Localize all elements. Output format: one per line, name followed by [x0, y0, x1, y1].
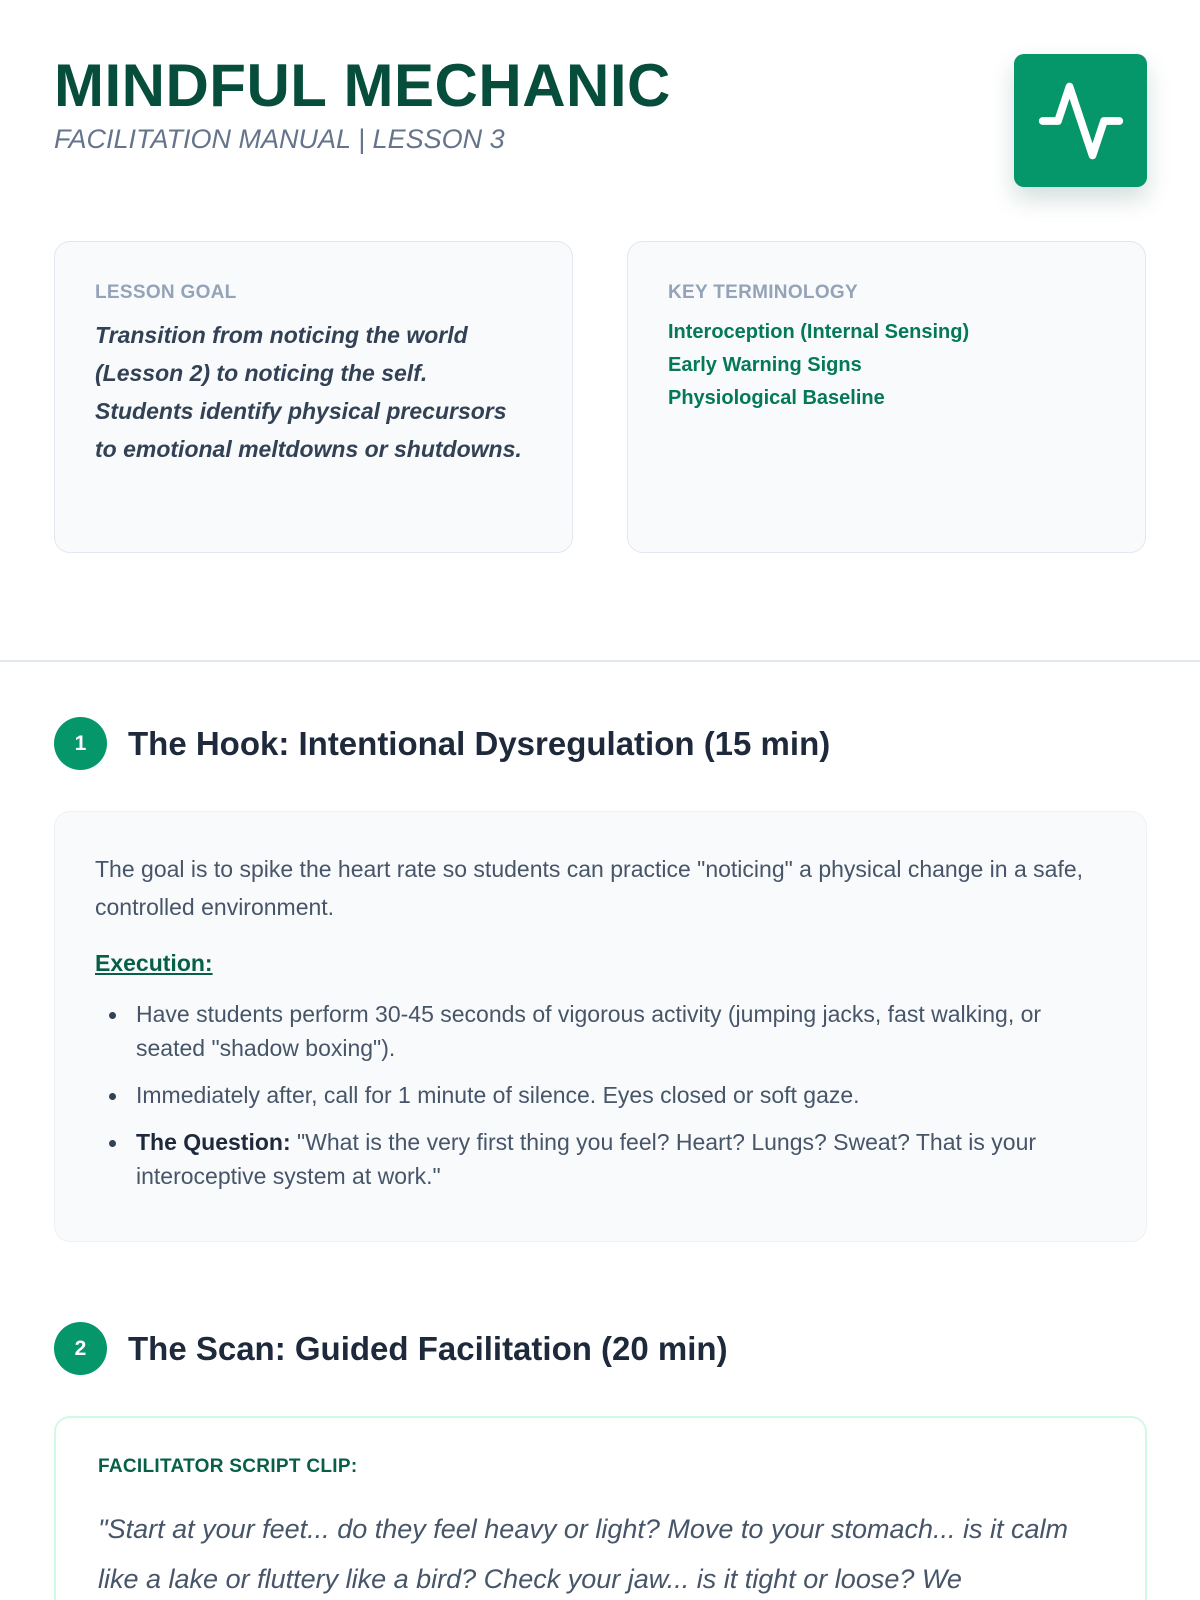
- section-2-title: The Scan: Guided Facilitation (20 min): [128, 1329, 728, 1367]
- section-1-panel: [54, 811, 1147, 1242]
- lesson-goal-card: [54, 241, 573, 553]
- section-1-title: The Hook: Intentional Dysregulation (15 min): [128, 724, 831, 762]
- page-subtitle: FACILITATION MANUAL | LESSON 3: [54, 124, 505, 154]
- question-label: The Question:: [136, 1129, 291, 1155]
- section-2-header: [54, 1322, 728, 1375]
- section-number-badge: 1: [54, 717, 107, 770]
- section-number-badge: 2: [54, 1322, 107, 1375]
- key-terminology-card: [627, 241, 1146, 553]
- script-text: "Start at your feet... do they feel heavy or light? Move to your stomach... is it calm like a lake or fluttery like a bird? Check your jaw... is it tight or loose? We: [98, 1514, 1069, 1594]
- term-item: Early Warning Signs: [668, 354, 862, 376]
- key-terminology-label: KEY TERMINOLOGY: [668, 282, 858, 303]
- lesson-goal-text: Transition from noticing the world (Lesson 2) to noticing the self. Students identify physical precursors to emotional meltdowns or shutdowns.: [95, 322, 522, 462]
- term-item: Interoception (Internal Sensing): [668, 321, 970, 343]
- script-label: FACILITATOR SCRIPT CLIP:: [98, 1456, 358, 1477]
- execution-label: Execution:: [95, 950, 213, 976]
- section-1-header: [54, 717, 830, 770]
- execution-list: [95, 997, 1106, 1193]
- question-text: "What is the very first thing you feel? Heart? Lungs? Sweat? That is your interoceptive system at work.": [136, 1129, 1037, 1189]
- page-title: MINDFUL MECHANIC: [54, 52, 671, 119]
- lesson-goal-label: LESSON GOAL: [95, 282, 237, 303]
- section-divider: [0, 660, 1200, 662]
- logo-badge: [1014, 54, 1147, 187]
- list-item: [95, 1125, 1106, 1193]
- page-header: [54, 52, 1147, 192]
- list-item: Have students perform 30-45 seconds of vigorous activity (jumping jacks, fast walking, or seated "shadow boxing").: [95, 997, 1106, 1065]
- section-1-intro: The goal is to spike the heart rate so students can practice "noticing" a physical change in a safe, controlled environment.: [95, 856, 1084, 920]
- facilitator-script-panel: [54, 1416, 1147, 1600]
- term-item: Physiological Baseline: [668, 387, 885, 409]
- pulse-icon: [1035, 75, 1127, 167]
- list-item: Immediately after, call for 1 minute of silence. Eyes closed or soft gaze.: [95, 1078, 1106, 1112]
